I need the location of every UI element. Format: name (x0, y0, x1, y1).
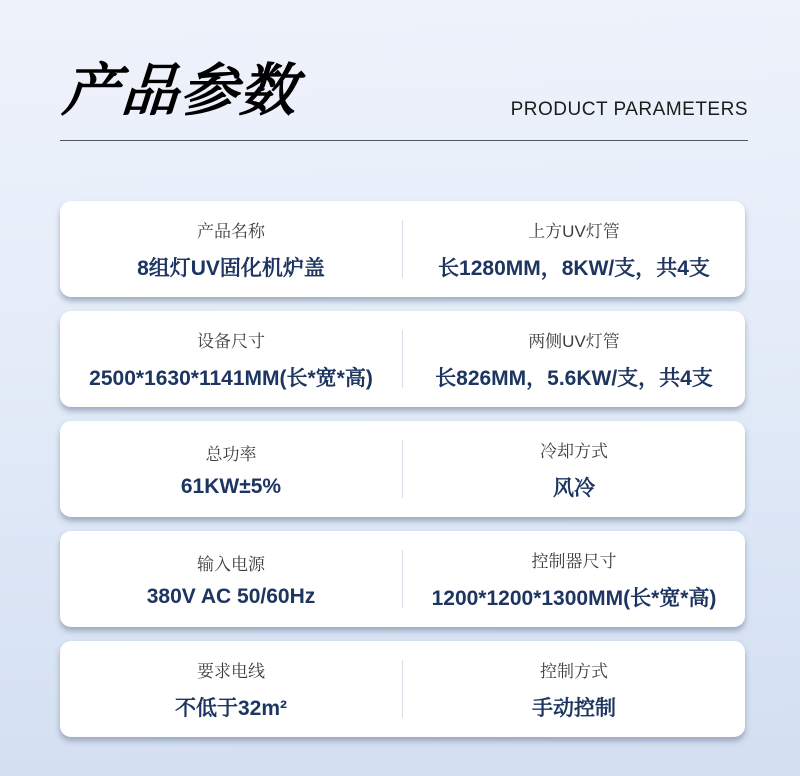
spec-cell-control-method (403, 657, 745, 722)
spec-value: 不低于32m² (174, 696, 288, 720)
page-title: 产品参数 (60, 59, 301, 123)
spec-label: 输入电源 (197, 554, 265, 574)
spec-cell-wire-requirement (60, 657, 402, 722)
spec-value: 8组灯UV固化机炉盖 (137, 256, 325, 280)
spec-card-row-5 (60, 641, 745, 737)
spec-value: 风冷 (553, 476, 595, 500)
spec-value: 手动控制 (532, 696, 616, 720)
spec-value: 380V AC 50/60Hz (146, 584, 316, 608)
spec-label: 上方UV灯管 (528, 221, 620, 241)
spec-label: 冷却方式 (540, 441, 608, 461)
spec-card-row-3 (60, 421, 745, 517)
spec-label: 控制方式 (540, 661, 608, 681)
spec-cell-equipment-size (60, 327, 402, 392)
spec-card-row-4 (60, 531, 745, 627)
page-subtitle: PRODUCT PARAMETERS (510, 99, 748, 121)
spec-cell-input-power (60, 550, 402, 609)
spec-cell-top-uv-lamp (403, 217, 745, 282)
spec-card-row-1 (60, 201, 745, 297)
spec-cell-total-power (60, 440, 402, 499)
spec-cell-controller-size (403, 547, 745, 612)
spec-value: 1200*1200*1300MM(长*宽*高) (431, 586, 717, 610)
spec-label: 控制器尺寸 (531, 551, 617, 571)
spec-value: 61KW±5% (180, 474, 282, 498)
spec-value: 长1280MM，8KW/支，共4支 (438, 256, 710, 280)
spec-cell-cooling-method (403, 437, 745, 502)
spec-label: 要求电线 (197, 661, 265, 681)
spec-card-row-2 (60, 311, 745, 407)
spec-value: 2500*1630*1141MM(长*宽*高) (89, 366, 373, 390)
spec-label: 产品名称 (197, 221, 265, 241)
spec-cell-product-name (60, 217, 402, 282)
title-row (60, 54, 748, 128)
spec-label: 总功率 (205, 444, 257, 464)
spec-table (0, 141, 800, 737)
spec-value: 长826MM，5.6KW/支，共4支 (435, 366, 713, 390)
page-header (0, 0, 800, 141)
spec-cell-side-uv-lamp (403, 327, 745, 392)
spec-label: 设备尺寸 (197, 331, 265, 351)
spec-label: 两侧UV灯管 (528, 331, 620, 351)
